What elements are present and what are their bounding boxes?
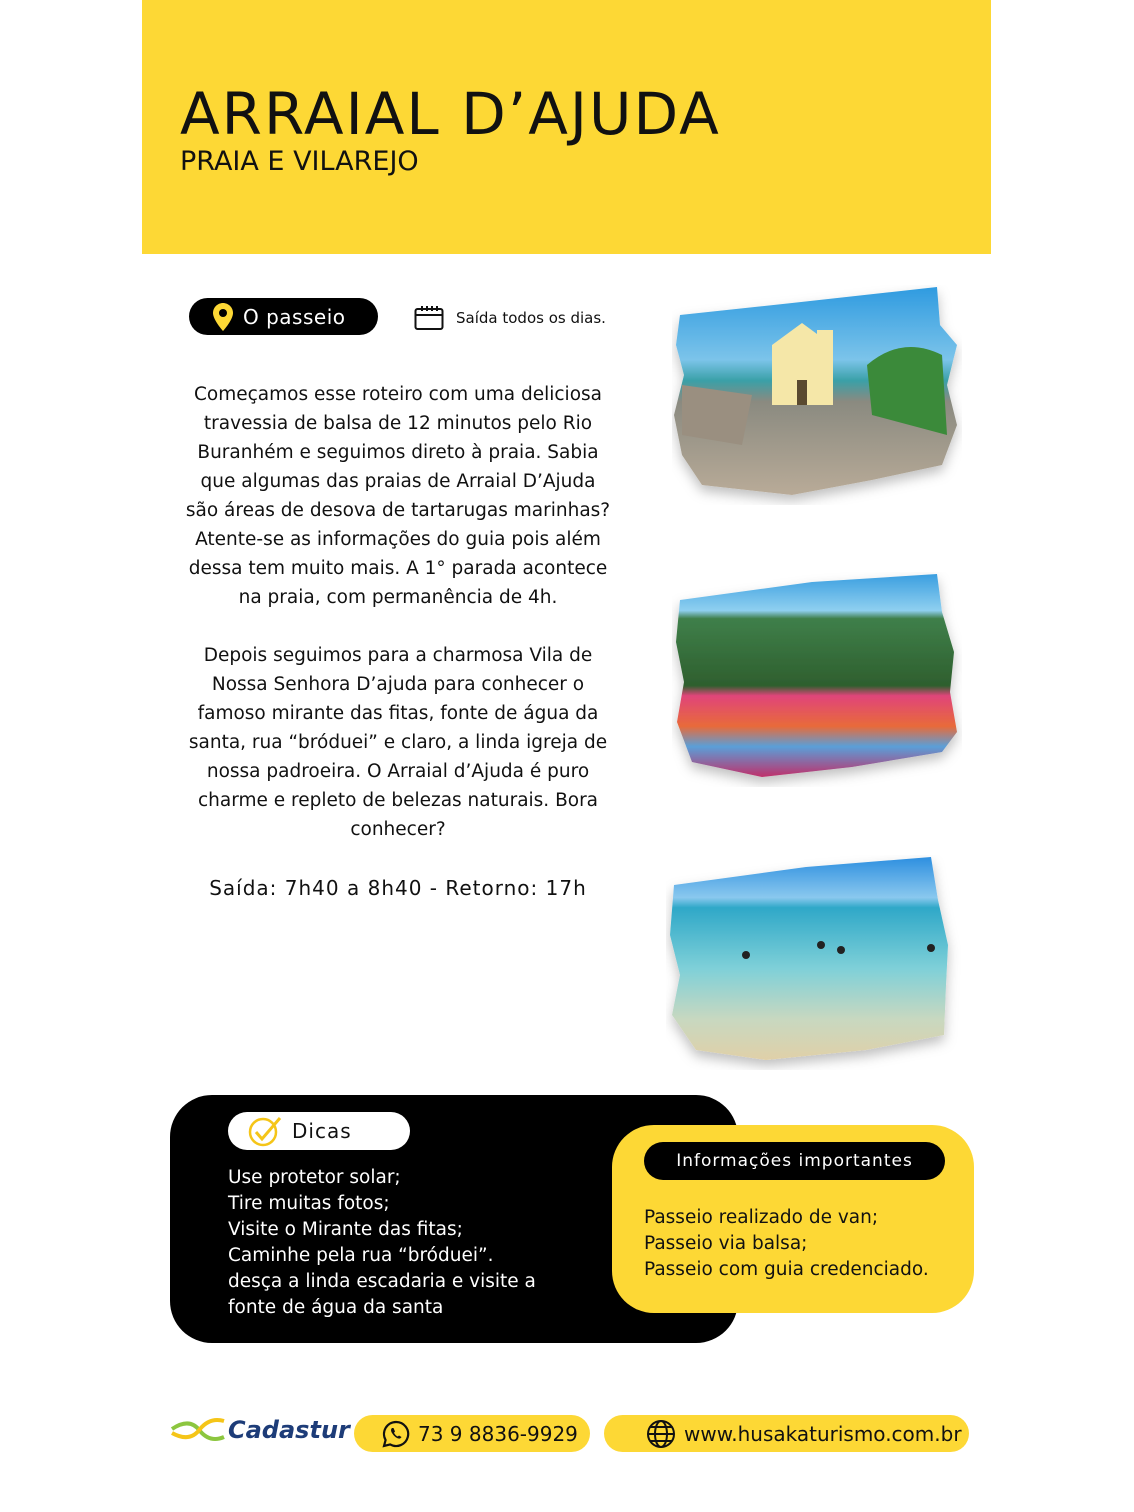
schedule-label: Saída todos os dias. xyxy=(456,309,606,327)
globe-icon xyxy=(646,1419,676,1449)
cadastur-text: Cadastur xyxy=(228,1416,350,1444)
check-circle-icon xyxy=(248,1115,284,1147)
tour-description xyxy=(182,380,614,873)
tips-list xyxy=(228,1165,536,1321)
page-title: ARRAIAL D’AJUDA xyxy=(180,80,721,148)
info-item: Passeio realizado de van; xyxy=(644,1207,879,1228)
tip-item: fonte de água da santa xyxy=(228,1297,444,1318)
tip-item: Caminhe pela rua “bróduei”. xyxy=(228,1245,494,1266)
phone-contact[interactable] xyxy=(354,1415,590,1452)
header-banner xyxy=(142,0,991,254)
tips-title: Dicas xyxy=(292,1119,352,1143)
map-pin-icon xyxy=(213,303,233,331)
schedule-info xyxy=(414,305,606,331)
departure-return-times: Saída: 7h40 a 8h40 - Retorno: 17h xyxy=(209,876,587,900)
page-subtitle: PRAIA E VILAREJO xyxy=(180,146,419,177)
description-paragraph: Começamos esse roteiro com uma deliciosa travessia de balsa de 12 minutos pelo Rio Buranhém e seguimos direto à praia. Sabia que algumas das praias de Arraial D’Ajuda são áreas de desova de tartarugas marinhas? Atente-se as informações do guia pois além dessa tem muito mais. A 1° parada acontece na praia, com permanência de 4h. xyxy=(185,384,611,608)
badge-label: O passeio xyxy=(243,304,346,329)
website-link[interactable] xyxy=(604,1415,969,1452)
tip-item: Tire muitas fotos; xyxy=(228,1193,390,1214)
info-title-pill: Informações importantes xyxy=(644,1142,945,1180)
tips-title-pill xyxy=(228,1112,410,1150)
tip-item: Visite o Mirante das fitas; xyxy=(228,1219,463,1240)
church-photo xyxy=(672,285,962,505)
info-item: Passeio com guia credenciado. xyxy=(644,1259,929,1280)
phone-number: 73 9 8836-9929 xyxy=(418,1421,578,1446)
tip-item: desça a linda escadaria e visite a xyxy=(228,1271,536,1292)
info-item: Passeio via balsa; xyxy=(644,1233,808,1254)
calendar-icon xyxy=(414,305,444,331)
website-url: www.husakaturismo.com.br xyxy=(684,1421,962,1446)
tour-badge xyxy=(189,298,378,335)
ribbons-lookout-photo xyxy=(672,572,962,787)
info-panel xyxy=(612,1125,974,1313)
beach-photo xyxy=(666,855,961,1070)
tip-item: Use protetor solar; xyxy=(228,1167,401,1188)
cadastur-logo xyxy=(170,1415,350,1445)
info-list xyxy=(644,1205,929,1283)
cadastur-swoosh-icon xyxy=(170,1415,226,1445)
description-paragraph: Depois seguimos para a charmosa Vila de Nossa Senhora D’ajuda para conhecer o famoso mirante das fitas, fonte de água da santa, rua “bróduei” e claro, a linda igreja de nossa padroeira. O Arraial d’Ajuda é puro charme e repleto de belezas naturais. Bora conhecer? xyxy=(188,645,608,840)
whatsapp-icon xyxy=(382,1420,410,1448)
